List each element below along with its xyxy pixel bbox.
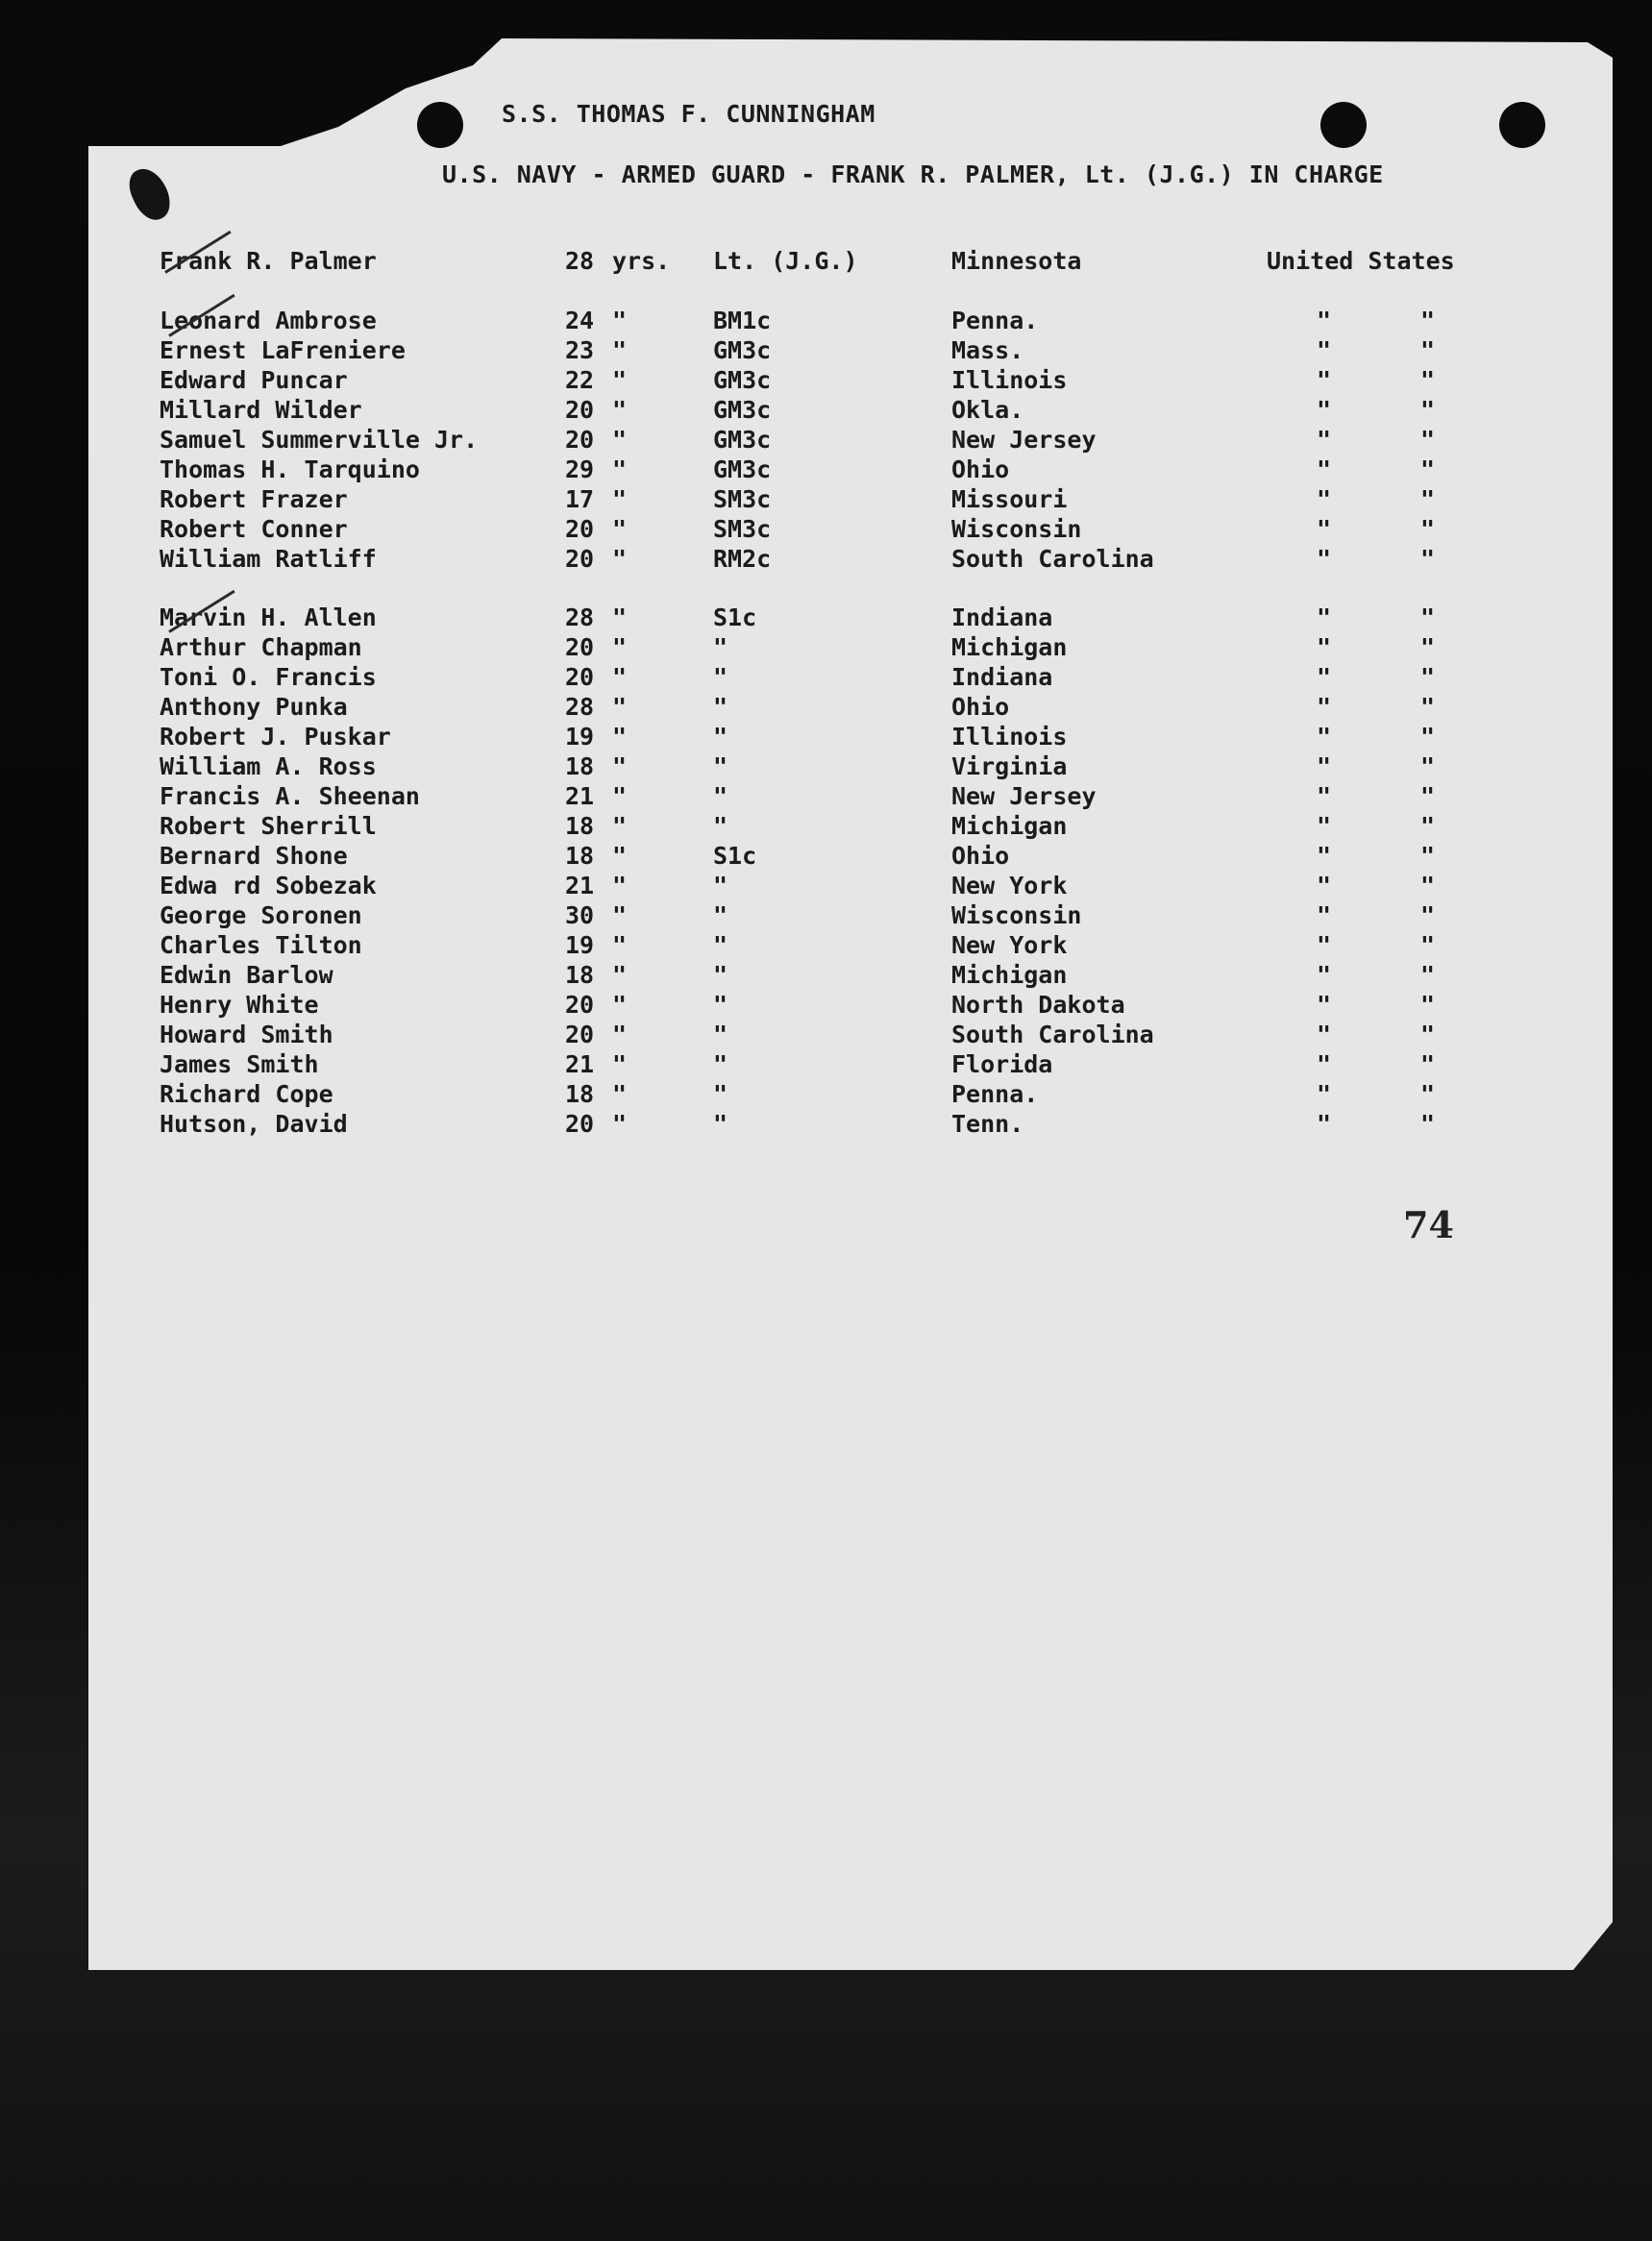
ditto-mark: " bbox=[1317, 1110, 1332, 1138]
crew-age: 28 bbox=[565, 693, 595, 721]
crew-name: Arthur Chapman bbox=[160, 633, 362, 661]
ditto-mark: " bbox=[1420, 456, 1436, 483]
crew-name: Francis A. Sheenan bbox=[160, 782, 420, 810]
crew-age: 24 bbox=[565, 307, 595, 334]
crew-age: 20 bbox=[565, 515, 595, 543]
ditto-mark: " bbox=[612, 842, 628, 870]
crew-name: Robert Frazer bbox=[160, 485, 348, 513]
ditto-mark: " bbox=[1317, 872, 1332, 899]
crew-row bbox=[0, 1021, 1652, 1050]
crew-rate: RM2c bbox=[713, 545, 772, 573]
ditto-mark: " bbox=[1420, 366, 1436, 394]
punch-hole-right bbox=[1499, 102, 1545, 148]
ditto-mark: " bbox=[1420, 545, 1436, 573]
crew-row bbox=[0, 485, 1652, 515]
ditto-mark: " bbox=[1420, 1110, 1436, 1138]
ditto-mark: " bbox=[612, 307, 628, 334]
ditto-mark: " bbox=[1420, 752, 1436, 780]
crew-rate: " bbox=[713, 1050, 728, 1078]
ditto-mark: " bbox=[1317, 901, 1332, 929]
crew-name: Anthony Punka bbox=[160, 693, 348, 721]
ditto-mark: " bbox=[612, 991, 628, 1019]
ditto-mark: " bbox=[612, 603, 628, 631]
crew-name: Marvin H. Allen bbox=[160, 603, 377, 631]
crew-age: 29 bbox=[565, 456, 595, 483]
ditto-mark: " bbox=[1420, 307, 1436, 334]
crew-name: Thomas H. Tarquino bbox=[160, 456, 420, 483]
crew-rate: SM3c bbox=[713, 485, 772, 513]
crew-row bbox=[0, 366, 1652, 396]
ditto-mark: " bbox=[1317, 485, 1332, 513]
ditto-mark: " bbox=[1317, 545, 1332, 573]
crew-state: Indiana bbox=[951, 603, 1053, 631]
crew-rate: " bbox=[713, 693, 728, 721]
crew-age: 18 bbox=[565, 961, 595, 989]
crew-state: Penna. bbox=[951, 307, 1039, 334]
crew-state: Indiana bbox=[951, 663, 1053, 691]
crew-rate: BM1c bbox=[713, 307, 772, 334]
crew-state: Virginia bbox=[951, 752, 1068, 780]
ditto-mark: " bbox=[1317, 663, 1332, 691]
ditto-mark: " bbox=[1420, 1050, 1436, 1078]
ditto-mark: " bbox=[612, 545, 628, 573]
crew-row bbox=[0, 633, 1652, 663]
crew-row bbox=[0, 931, 1652, 961]
crew-row bbox=[0, 663, 1652, 693]
crew-state: Illinois bbox=[951, 723, 1068, 751]
ditto-mark: " bbox=[612, 693, 628, 721]
ditto-mark: " bbox=[1317, 307, 1332, 334]
ditto-mark: " bbox=[1420, 872, 1436, 899]
ditto-mark: " bbox=[1420, 782, 1436, 810]
crew-age: 17 bbox=[565, 485, 595, 513]
ditto-mark: " bbox=[612, 901, 628, 929]
crew-state: Ohio bbox=[951, 842, 1010, 870]
crew-rate: SM3c bbox=[713, 515, 772, 543]
crew-name: Edwin Barlow bbox=[160, 961, 333, 989]
crew-row bbox=[0, 782, 1652, 812]
crew-row bbox=[0, 812, 1652, 842]
crew-row bbox=[0, 307, 1652, 336]
crew-age: 20 bbox=[565, 426, 595, 454]
crew-age: 18 bbox=[565, 752, 595, 780]
ditto-mark: " bbox=[1420, 663, 1436, 691]
ditto-mark: " bbox=[1420, 603, 1436, 631]
ditto-mark: " bbox=[1420, 812, 1436, 840]
crew-rate: GM3c bbox=[713, 426, 772, 454]
ship-heading: S.S. THOMAS F. CUNNINGHAM bbox=[502, 100, 875, 128]
crew-rate: " bbox=[713, 723, 728, 751]
crew-rate: GM3c bbox=[713, 366, 772, 394]
crew-state: Okla. bbox=[951, 396, 1024, 424]
crew-age: 20 bbox=[565, 1110, 595, 1138]
crew-state: Mass. bbox=[951, 336, 1024, 364]
crew-rate: GM3c bbox=[713, 336, 772, 364]
crew-name: Hutson, David bbox=[160, 1110, 348, 1138]
crew-rate: " bbox=[713, 1110, 728, 1138]
officer-name: Frank R. Palmer bbox=[160, 247, 377, 275]
crew-row bbox=[0, 603, 1652, 633]
ditto-mark: " bbox=[1420, 1080, 1436, 1108]
crew-age: 21 bbox=[565, 872, 595, 899]
ditto-mark: " bbox=[612, 1050, 628, 1078]
ditto-mark: " bbox=[612, 961, 628, 989]
officer-row bbox=[0, 247, 1652, 277]
crew-rate: " bbox=[713, 812, 728, 840]
crew-rate: " bbox=[713, 872, 728, 899]
ditto-mark: " bbox=[1317, 1050, 1332, 1078]
crew-name: Leonard Ambrose bbox=[160, 307, 377, 334]
crew-row bbox=[0, 1110, 1652, 1140]
crew-state: Tenn. bbox=[951, 1110, 1024, 1138]
crew-age: 20 bbox=[565, 545, 595, 573]
ditto-mark: " bbox=[1317, 336, 1332, 364]
crew-state: Wisconsin bbox=[951, 515, 1082, 543]
officer-country: United States bbox=[1267, 247, 1455, 275]
crew-row bbox=[0, 1080, 1652, 1110]
ditto-mark: " bbox=[1420, 1021, 1436, 1048]
officer-state: Minnesota bbox=[951, 247, 1082, 275]
ditto-mark: " bbox=[1420, 396, 1436, 424]
ditto-mark: " bbox=[1420, 901, 1436, 929]
crew-rate: " bbox=[713, 663, 728, 691]
crew-name: James Smith bbox=[160, 1050, 319, 1078]
crew-name: Bernard Shone bbox=[160, 842, 348, 870]
crew-name: Toni O. Francis bbox=[160, 663, 377, 691]
ditto-mark: " bbox=[1317, 1080, 1332, 1108]
ditto-mark: " bbox=[1317, 603, 1332, 631]
crew-row bbox=[0, 545, 1652, 575]
crew-name: Robert Conner bbox=[160, 515, 348, 543]
crew-row bbox=[0, 752, 1652, 782]
officer-yrs: yrs. bbox=[612, 247, 671, 275]
crew-name: Edward Puncar bbox=[160, 366, 348, 394]
crew-name: Samuel Summerville Jr. bbox=[160, 426, 479, 454]
crew-rate: " bbox=[713, 752, 728, 780]
crew-age: 20 bbox=[565, 663, 595, 691]
crew-name: Robert J. Puskar bbox=[160, 723, 391, 751]
crew-name: Millard Wilder bbox=[160, 396, 362, 424]
crew-state: New Jersey bbox=[951, 426, 1097, 454]
ditto-mark: " bbox=[612, 485, 628, 513]
ditto-mark: " bbox=[1420, 633, 1436, 661]
crew-name: Henry White bbox=[160, 991, 319, 1019]
ditto-mark: " bbox=[1317, 931, 1332, 959]
crew-state: North Dakota bbox=[951, 991, 1125, 1019]
crew-rate: GM3c bbox=[713, 456, 772, 483]
ditto-mark: " bbox=[612, 1080, 628, 1108]
ditto-mark: " bbox=[1317, 633, 1332, 661]
crew-state: Illinois bbox=[951, 366, 1068, 394]
ditto-mark: " bbox=[612, 782, 628, 810]
crew-rate: S1c bbox=[713, 603, 757, 631]
crew-age: 20 bbox=[565, 1021, 595, 1048]
crew-row bbox=[0, 693, 1652, 723]
crew-name: Charles Tilton bbox=[160, 931, 362, 959]
crew-age: 18 bbox=[565, 1080, 595, 1108]
crew-state: Michigan bbox=[951, 961, 1068, 989]
ditto-mark: " bbox=[1420, 485, 1436, 513]
ditto-mark: " bbox=[612, 752, 628, 780]
crew-row bbox=[0, 426, 1652, 456]
crew-row bbox=[0, 456, 1652, 485]
crew-name: Richard Cope bbox=[160, 1080, 333, 1108]
crew-name: Edwa rd Sobezak bbox=[160, 872, 377, 899]
ditto-mark: " bbox=[612, 456, 628, 483]
ditto-mark: " bbox=[612, 872, 628, 899]
crew-state: Ohio bbox=[951, 456, 1010, 483]
crew-name: Ernest LaFreniere bbox=[160, 336, 406, 364]
crew-state: South Carolina bbox=[951, 545, 1154, 573]
crew-rate: " bbox=[713, 1021, 728, 1048]
ditto-mark: " bbox=[612, 931, 628, 959]
crew-row bbox=[0, 723, 1652, 752]
crew-rate: S1c bbox=[713, 842, 757, 870]
crew-state: New Jersey bbox=[951, 782, 1097, 810]
ditto-mark: " bbox=[1317, 961, 1332, 989]
crew-name: George Soronen bbox=[160, 901, 362, 929]
ditto-mark: " bbox=[1420, 426, 1436, 454]
crew-state: South Carolina bbox=[951, 1021, 1154, 1048]
ditto-mark: " bbox=[1420, 515, 1436, 543]
document-title: U.S. NAVY - ARMED GUARD - FRANK R. PALMER, Lt. (J.G.) IN CHARGE bbox=[442, 160, 1384, 188]
ditto-mark: " bbox=[612, 426, 628, 454]
ditto-mark: " bbox=[1420, 931, 1436, 959]
crew-age: 18 bbox=[565, 842, 595, 870]
page-number: 74 bbox=[1403, 1203, 1454, 1246]
crew-row bbox=[0, 1050, 1652, 1080]
crew-state: Penna. bbox=[951, 1080, 1039, 1108]
crew-rate: " bbox=[713, 901, 728, 929]
crew-state: New York bbox=[951, 872, 1068, 899]
ditto-mark: " bbox=[612, 515, 628, 543]
ditto-mark: " bbox=[1420, 693, 1436, 721]
crew-rate: " bbox=[713, 782, 728, 810]
crew-rate: " bbox=[713, 1080, 728, 1108]
crew-row bbox=[0, 991, 1652, 1021]
crew-age: 28 bbox=[565, 603, 595, 631]
crew-name: William A. Ross bbox=[160, 752, 377, 780]
crew-row bbox=[0, 515, 1652, 545]
crew-age: 21 bbox=[565, 1050, 595, 1078]
crew-rate: " bbox=[713, 961, 728, 989]
ditto-mark: " bbox=[612, 723, 628, 751]
crew-state: Michigan bbox=[951, 812, 1068, 840]
crew-age: 23 bbox=[565, 336, 595, 364]
crew-rate: GM3c bbox=[713, 396, 772, 424]
crew-age: 22 bbox=[565, 366, 595, 394]
punch-hole-left bbox=[417, 102, 463, 148]
ditto-mark: " bbox=[1420, 991, 1436, 1019]
crew-row bbox=[0, 842, 1652, 872]
ditto-mark: " bbox=[1420, 842, 1436, 870]
crew-name: William Ratliff bbox=[160, 545, 377, 573]
crew-age: 30 bbox=[565, 901, 595, 929]
ditto-mark: " bbox=[612, 366, 628, 394]
ditto-mark: " bbox=[612, 396, 628, 424]
crew-age: 18 bbox=[565, 812, 595, 840]
ditto-mark: " bbox=[612, 812, 628, 840]
crew-state: Florida bbox=[951, 1050, 1053, 1078]
crew-name: Robert Sherrill bbox=[160, 812, 377, 840]
ditto-mark: " bbox=[1317, 396, 1332, 424]
ditto-mark: " bbox=[612, 663, 628, 691]
ditto-mark: " bbox=[1317, 1021, 1332, 1048]
ditto-mark: " bbox=[1317, 991, 1332, 1019]
crew-name: Howard Smith bbox=[160, 1021, 333, 1048]
crew-age: 20 bbox=[565, 991, 595, 1019]
ditto-mark: " bbox=[612, 633, 628, 661]
ditto-mark: " bbox=[612, 1021, 628, 1048]
crew-age: 19 bbox=[565, 931, 595, 959]
crew-row bbox=[0, 872, 1652, 901]
crew-state: Wisconsin bbox=[951, 901, 1082, 929]
ditto-mark: " bbox=[1317, 515, 1332, 543]
ditto-mark: " bbox=[612, 1110, 628, 1138]
punch-hole-middle bbox=[1320, 102, 1367, 148]
ditto-mark: " bbox=[1317, 723, 1332, 751]
crew-row bbox=[0, 901, 1652, 931]
crew-row bbox=[0, 961, 1652, 991]
crew-state: New York bbox=[951, 931, 1068, 959]
ditto-mark: " bbox=[1317, 842, 1332, 870]
crew-age: 21 bbox=[565, 782, 595, 810]
ditto-mark: " bbox=[1420, 961, 1436, 989]
ditto-mark: " bbox=[1317, 693, 1332, 721]
crew-state: Ohio bbox=[951, 693, 1010, 721]
crew-age: 19 bbox=[565, 723, 595, 751]
crew-rate: " bbox=[713, 633, 728, 661]
officer-rate: Lt. (J.G.) bbox=[713, 247, 858, 275]
ditto-mark: " bbox=[1317, 366, 1332, 394]
ditto-mark: " bbox=[1317, 812, 1332, 840]
crew-state: Michigan bbox=[951, 633, 1068, 661]
ditto-mark: " bbox=[1420, 723, 1436, 751]
crew-state: Missouri bbox=[951, 485, 1068, 513]
crew-row bbox=[0, 336, 1652, 366]
ditto-mark: " bbox=[1317, 456, 1332, 483]
crew-rate: " bbox=[713, 991, 728, 1019]
ditto-mark: " bbox=[1317, 426, 1332, 454]
crew-age: 20 bbox=[565, 396, 595, 424]
ditto-mark: " bbox=[1317, 782, 1332, 810]
ditto-mark: " bbox=[1420, 336, 1436, 364]
ditto-mark: " bbox=[1317, 752, 1332, 780]
crew-rate: " bbox=[713, 931, 728, 959]
ditto-mark: " bbox=[612, 336, 628, 364]
crew-row bbox=[0, 396, 1652, 426]
crew-age: 20 bbox=[565, 633, 595, 661]
officer-age: 28 bbox=[565, 247, 595, 275]
